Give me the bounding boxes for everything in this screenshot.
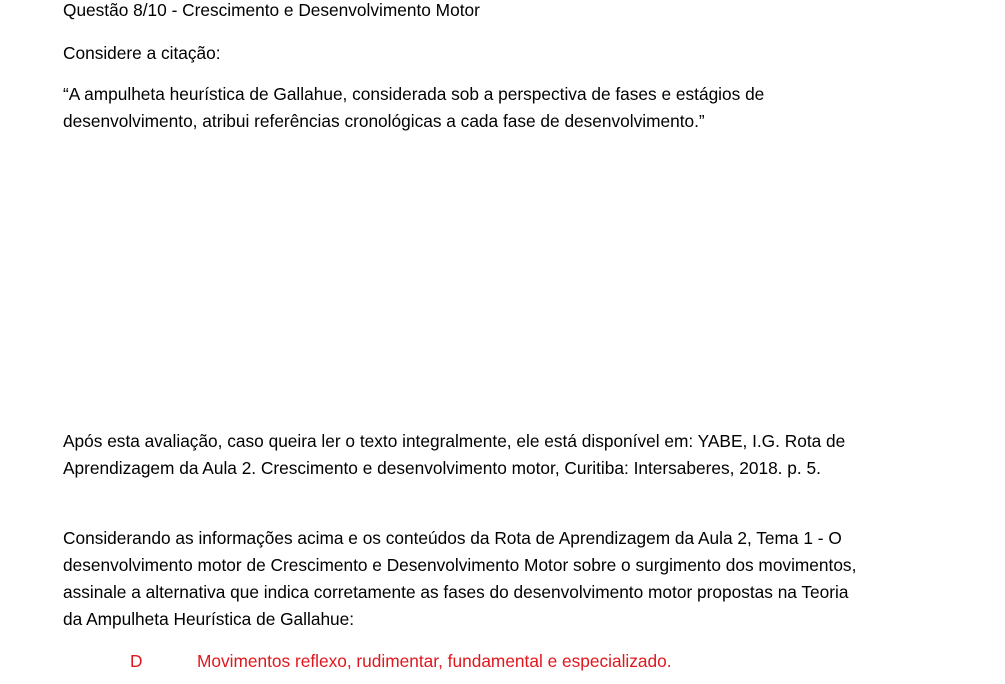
question-intro: Considere a citação: bbox=[63, 43, 221, 63]
question-prompt: Considerando as informações acima e os conteúdos da Rota de Aprendizagem da Aula 2, Tema 1 - O desenvolvimento motor de Crescimento e Desenvolvimento Motor sobre o surgimento dos movimentos, assinale a alternativa que indica corretamente as fases do desenvolvimento motor propostas na Teoria da Ampulheta Heurística de Gallahue: bbox=[63, 528, 857, 629]
source-reference: Após esta avaliação, caso queira ler o texto integralmente, ele está disponível em: YABE, I.G. Rota de Aprendizagem da Aula 2. Crescimento e desenvolvimento motor, Curitiba: Intersaberes, 2018. p. 5. bbox=[63, 431, 846, 478]
question-title: Questão 8/10 - Crescimento e Desenvolvimento Motor bbox=[63, 0, 480, 20]
answer-letter: D bbox=[130, 651, 143, 671]
answer-option bbox=[0, 648, 1005, 676]
quote-text: “A ampulheta heurística de Gallahue, considerada sob a perspectiva de fases e estágios de desenvolvimento, atribui referências cronológicas a cada fase de desenvolvimento.” bbox=[63, 84, 765, 131]
answer-text: Movimentos reflexo, rudimentar, fundamental e especializado. bbox=[197, 651, 672, 671]
